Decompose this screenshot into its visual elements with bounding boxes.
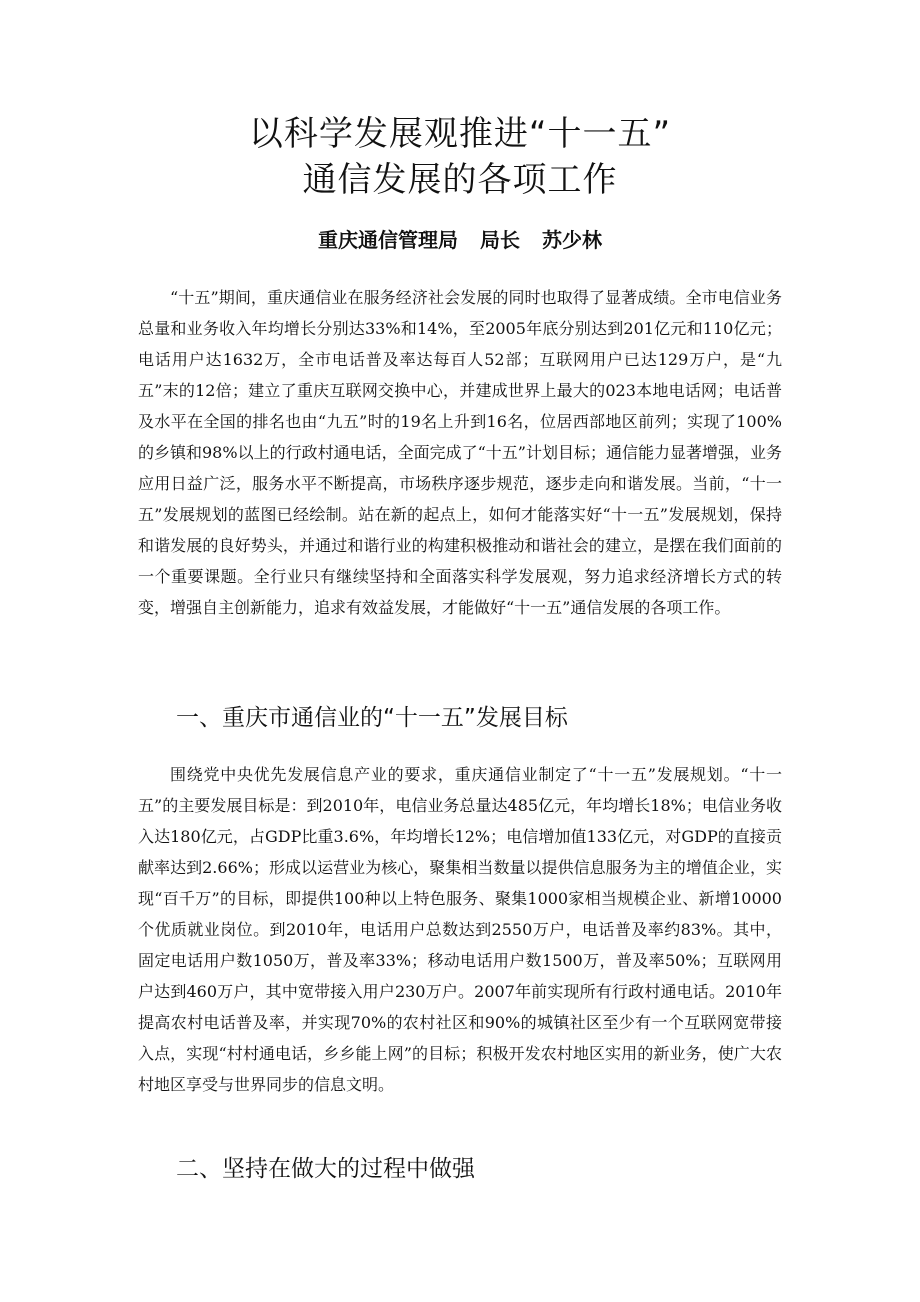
author-position: 局长 [480,228,520,252]
author-byline [0,226,920,254]
author-org: 重庆通信管理局 [318,228,458,252]
title-line-1: 以科学发展观推进“十一五” [248,114,672,154]
intro-paragraph: “十五”期间，重庆通信业在服务经济社会发展的同时也取得了显著成绩。全市电信业务总量和业务收入年均增长分别达33%和14%，至2005年底分别达到201亿元和110亿元；电话用户达1632万，全市电话普及率达每百人52部；互联网用户已达129万户，是“九五”末的12倍；建立了重庆互联网交换中心，并建成世界上最大的023本地电话网；电话普及水平在全国的排名也由“九五”时的19名上升到16名，位居西部地区前列；实现了100%的乡镇和98%以上的行政村通电话，全面完成了“十五”计划目标；通信能力显著增强，业务应用日益广泛，服务水平不断提高，市场秩序逐步规范，逐步走向和谐发展。当前，“十一五”发展规划的蓝图已经绘制。站在新的起点上，如何才能落实好“十一五”发展规划，保持和谐发展的良好势头，并通过和谐行业的构建积极推动和谐社会的建立，是摆在我们面前的一个重要课题。全行业只有继续坚持和全面落实科学发展观，努力追求经济增长方式的转变，增强自主创新能力，追求有效益发展，才能做好“十一五”通信发展的各项工作。 [138,288,782,617]
section-1-paragraph: 围绕党中央优先发展信息产业的要求，重庆通信业制定了“十一五”发展规划。“十一五”的主要发展目标是：到2010年，电信业务总量达485亿元，年均增长18%；电信业务收入达180亿元，占GDP比重3.6%，年均增长12%；电信增加值133亿元，对GDP的直接贡献率达到2.66%；形成以运营业为核心，聚集相当数量以提供信息服务为主的增值企业，实现“百千万”的目标，即提供100种以上特色服务、聚集1000家相当规模企业、新增10000个优质就业岗位。到2010年，电话用户总数达到2550万户，电话普及率约83%。其中，固定电话用户数1050万，普及率33%；移动电话用户数1500万，普及率50%；互联网用户达到460万户，其中宽带接入用户230万户。2007年前实现所有行政村通电话。2010年提高农村电话普及率，并实现70%的农村社区和90%的城镇社区至少有一个互联网宽带接入点，实现“村村通电话，乡乡能上网”的目标；积极开发农村地区实用的新业务，使广大农村地区享受与世界同步的信息文明。 [138,765,782,1094]
section-1-heading: 一、重庆市通信业的“十一五”发展目标 [176,705,568,731]
section-2-heading: 二、坚持在做大的过程中做强 [176,1156,475,1182]
author-name: 苏少林 [542,228,602,252]
title-line-2: 通信发展的各项工作 [302,160,618,200]
